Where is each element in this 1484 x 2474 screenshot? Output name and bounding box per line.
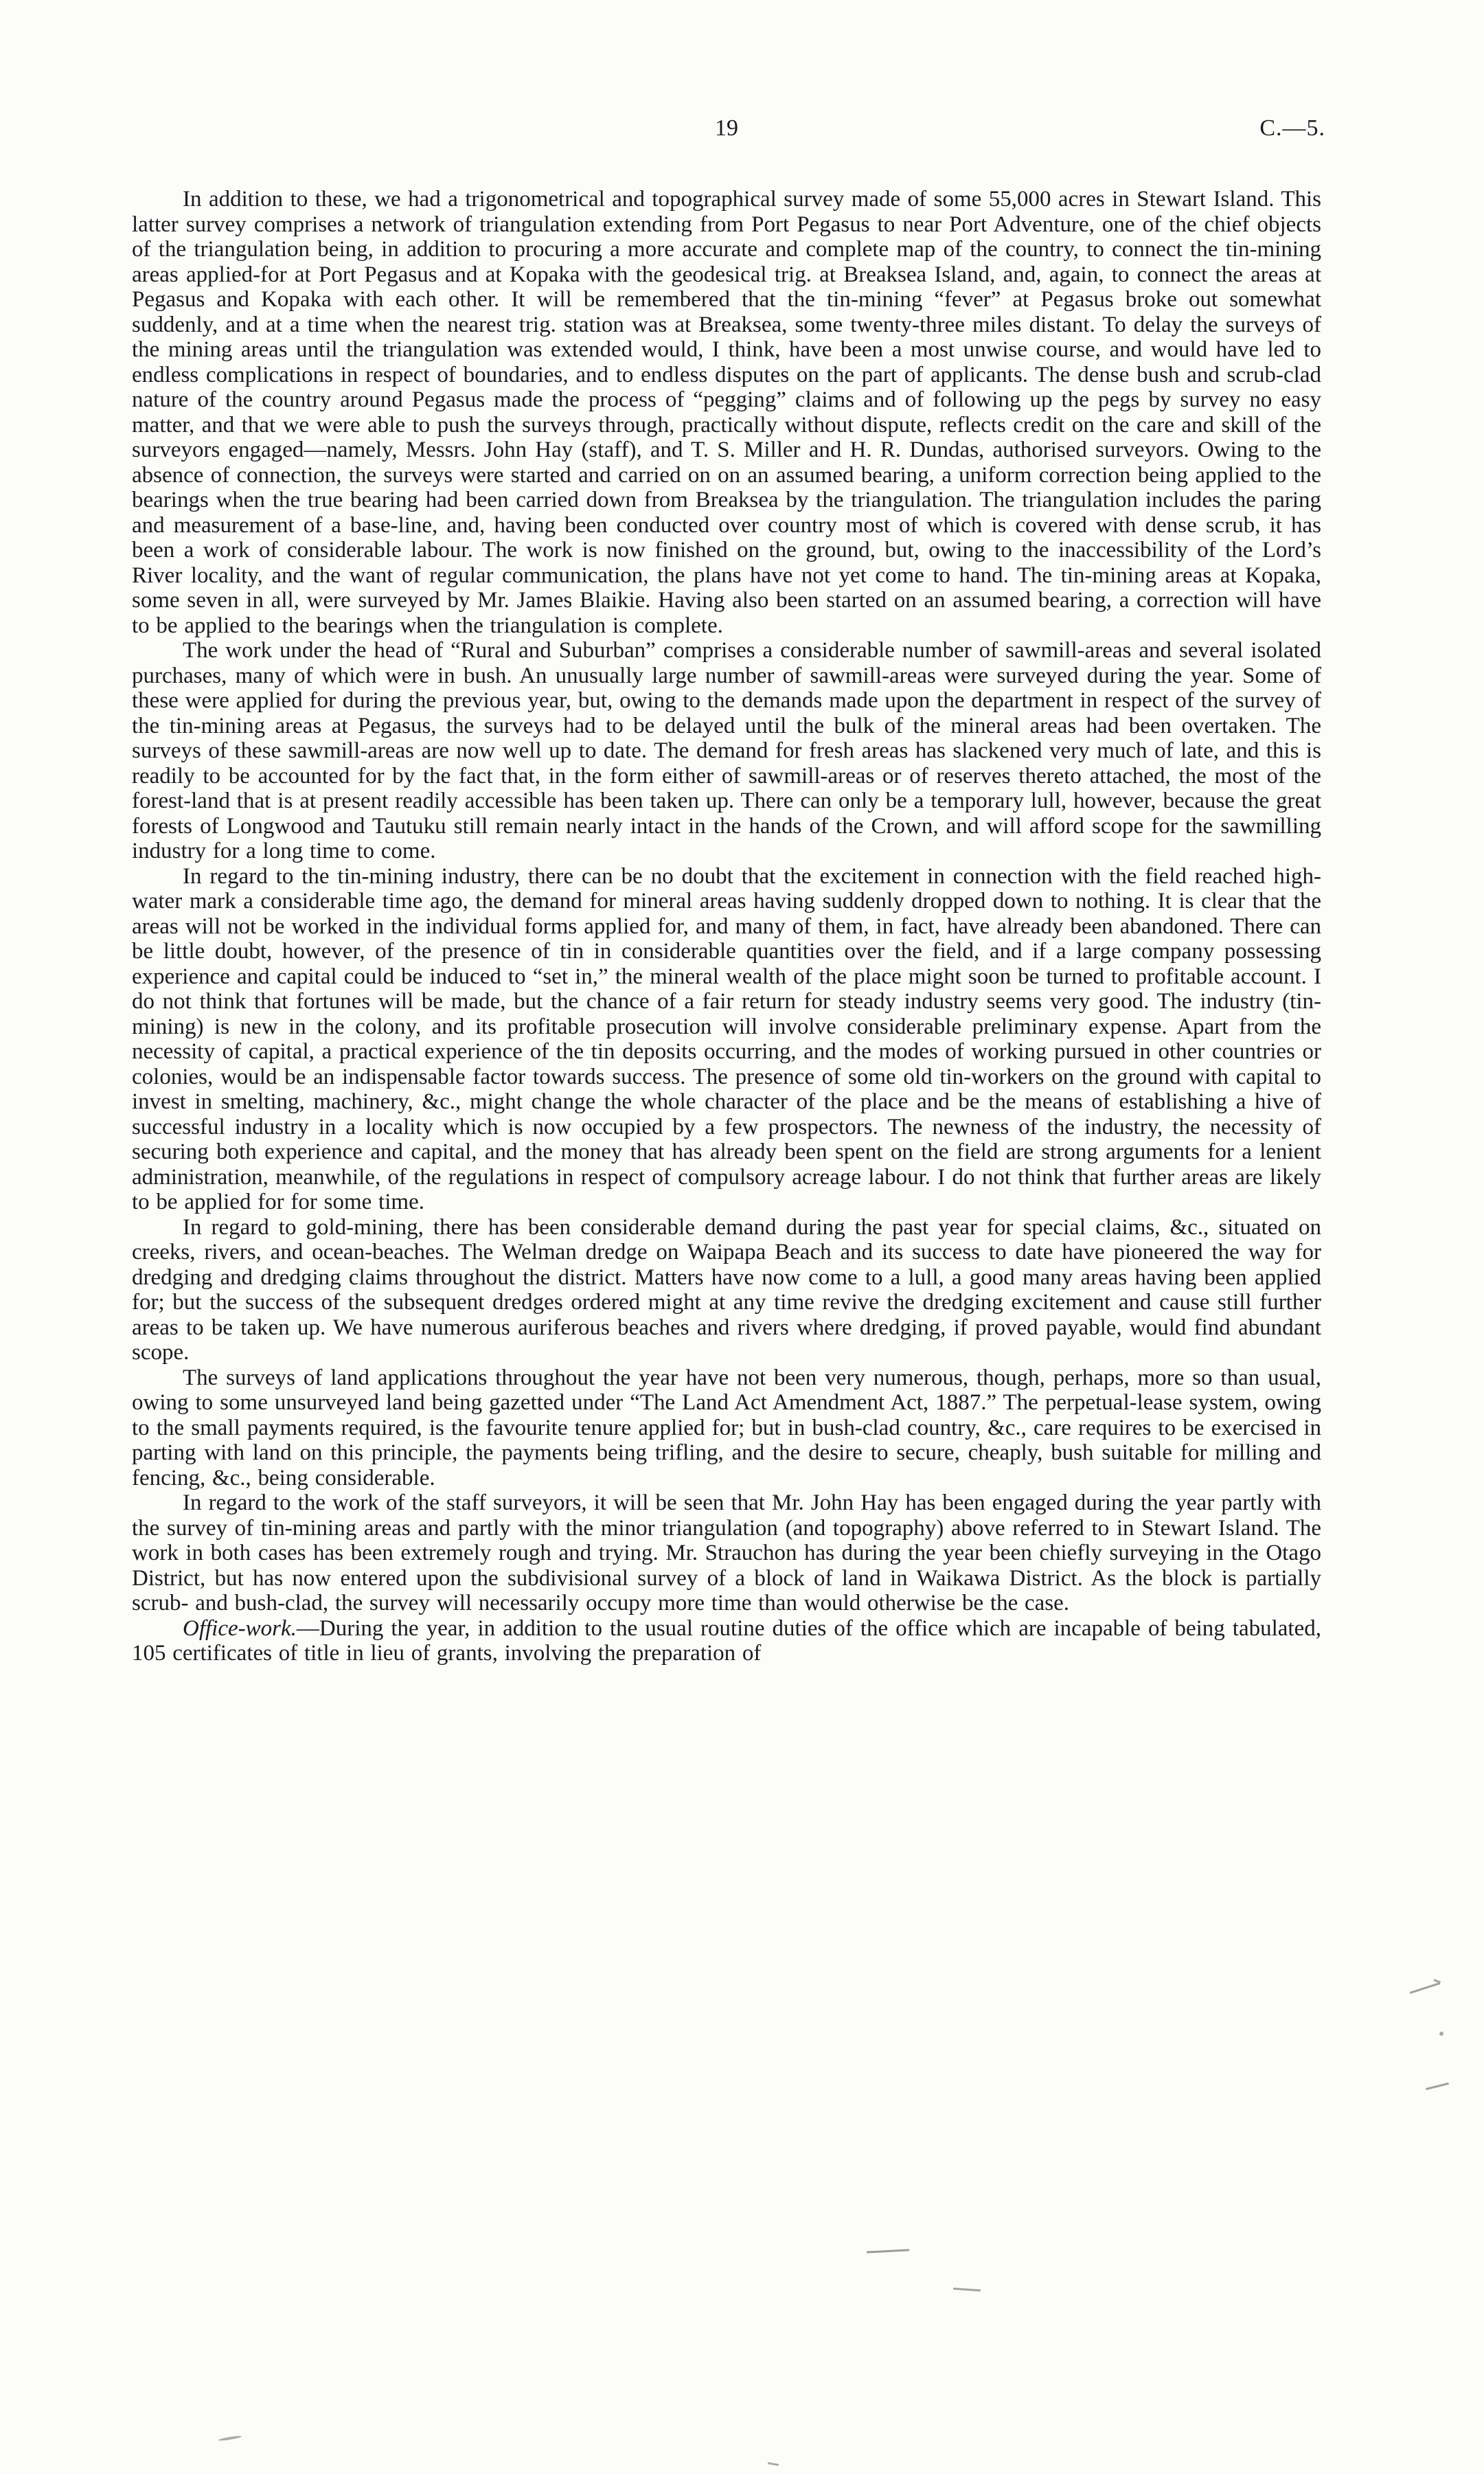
document-reference: C.—5. — [1259, 115, 1325, 141]
pencil-mark — [867, 2249, 909, 2253]
paragraph-text: —During the year, in addition to the usual routine duties of the office which are incapable of being tabulated, 105 certificates of title in lieu of grants, involving the preparation of — [132, 1615, 1321, 1666]
body-paragraph: In regard to gold-mining, there has been considerable demand during the past year for special claims, &c., situated on creeks, rivers, and ocean-beaches. The Welman dredge on Waipapa Beach and its success to date have pioneered the way for dredging and dredging claims throughout the district. Matters have now come to a lull, a good many areas having been applied for; but the success of the subsequent dredges ordered might at any time revive the dredging excitement and cause still further areas to be taken up. We have numerous auriferous beaches and rivers where dredging, if proved payable, would find abundant scope. — [132, 1214, 1321, 1365]
body-paragraph: In regard to the work of the staff surveyors, it will be seen that Mr. John Hay has been engaged during the year partly with the survey of tin-mining areas and partly with the minor triangulation (and topography) above referred to in Stewart Island. The work in both cases has been extremely rough and trying. Mr. Strauchon has during the year been chiefly surveying in the Otago District, but has now entered upon the subdivisional survey of a block of land in Waikawa District. As the block is partially scrub- and bush-clad, the survey will necessarily occupy more time than would otherwise be the case. — [132, 1490, 1321, 1615]
pencil-mark — [1439, 2032, 1443, 2036]
body-paragraph — [132, 1616, 1321, 1666]
paragraph-lead-italic: Office-work. — [183, 1615, 297, 1641]
body-paragraph: In addition to these, we had a trigonometrical and topographical survey made of some 55,000 acres in Stewart Island. This latter survey comprises a network of triangulation extending from Port Pegasus to near Port Adventure, one of the chief objects of the triangulation being, in addition to procuring a more accurate and complete map of the country, to connect the tin-mining areas applied-for at Port Pegasus and at Kopaka with the geodesical trig. at Breaksea Island, and, again, to connect the areas at Pegasus and Kopaka with each other. It will be remembered that the tin-mining “fever” at Pegasus broke out somewhat suddenly, and at a time when the nearest trig. station was at Breaksea, some twenty-three miles distant. To delay the surveys of the mining areas until the triangulation was extended would, I think, have been a most unwise course, and would have led to endless complications in respect of boundaries, and to endless disputes on the part of applicants. The dense bush and scrub-clad nature of the country around Pegasus made the process of “pegging” claims and of following up the pegs by survey no easy matter, and that we were able to push the surveys through, practically without dispute, reflects credit on the care and skill of the surveyors engaged—namely, Messrs. John Hay (staff), and T. S. Miller and H. R. Dundas, authorised surveyors. Owing to the absence of connection, the surveys were started and carried on on an assumed bearing, a uniform correction being applied to the bearings when the true bearing had been carried down from Breaksea by the triangulation. The triangulation includes the paring and measurement of a base-line, and, having been conducted over country most of which is covered with dense scrub, it has been a work of considerable labour. The work is now finished on the ground, but, owing to the inaccessibility of the Lord’s River locality, and the want of regular communication, the plans have not yet come to hand. The tin-mining areas at Kopaka, some seven in all, were surveyed by Mr. James Blaikie. Having also been started on an assumed bearing, a correction will have to be applied to the bearings when the triangulation is complete. — [132, 187, 1321, 638]
pencil-mark — [1426, 2083, 1449, 2090]
pencil-mark — [218, 2436, 242, 2442]
body-paragraph: The surveys of land applications throughout the year have not been very numerous, though, perhaps, more so than usual, owing to some unsurveyed land being gazetted under “The Land Act Amendment Act, 1887.” The perpetual-lease system, owing to the small payments required, is the favourite tenure applied for; but in bush-clad country, &c., care requires to be exercised in parting with land on this principle, the payments being trifling, and the desire to secure, cheaply, bush suitable for milling and fencing, &c., being considerable. — [132, 1365, 1321, 1490]
pencil-mark — [768, 2462, 779, 2466]
body-paragraph: The work under the head of “Rural and Suburban” comprises a considerable number of sawmill-areas and several isolated purchases, many of which were in bush. An unusually large number of sawmill-areas were surveyed during the year. Some of these were applied for during the previous year, but, owing to the demands made upon the department in respect of the survey of the tin-mining areas at Pegasus, the surveys had to be delayed until the bulk of the mineral areas had been overtaken. The surveys of these sawmill-areas are now well up to date. The demand for fresh areas has slackened very much of late, and this is readily to be accounted for by the fact that, in the form either of sawmill-areas or of reserves thereto attached, the most of the forest-land that is at present readily accessible has been taken up. There can only be a temporary lull, however, because the great forests of Longwood and Tautuku still remain nearly intact in the hands of the Crown, and will afford scope for the sawmilling industry for a long time to come. — [132, 638, 1321, 863]
pencil-mark — [953, 2288, 981, 2292]
page-number: 19 — [715, 115, 738, 141]
pencil-mark — [1410, 1982, 1441, 1994]
page-header — [132, 115, 1325, 147]
page-body — [132, 187, 1321, 1666]
body-paragraph: In regard to the tin-mining industry, there can be no doubt that the excitement in connection with the field reached high-water mark a considerable time ago, the demand for mineral areas having suddenly dropped down to nothing. It is clear that the areas will not be worked in the individual forms applied for, and many of them, in fact, have already been abandoned. There can be little doubt, however, of the presence of tin in considerable quantities over the field, and if a large company possessing experience and capital could be induced to “set in,” the mineral wealth of the place might soon be turned to profitable account. I do not think that fortunes will be made, but the chance of a fair return for steady industry seems very good. The industry (tin-mining) is new in the colony, and its profitable prosecution will involve considerable preliminary expense. Apart from the necessity of capital, a practical experience of the tin deposits occurring, and the modes of working pursued in other countries or colonies, would be an indispensable factor towards success. The presence of some old tin-workers on the ground with capital to invest in smelting, machinery, &c., might change the whole character of the place and be the means of establishing a hive of successful industry in a locality which is now occupied by a few prospectors. The newness of the industry, the necessity of securing both experience and capital, and the money that has already been spent on the field are strong arguments for a lenient administration, meanwhile, of the regulations in respect of compulsory acreage labour. I do not think that further areas are likely to be applied for for some time. — [132, 863, 1321, 1214]
page-content — [132, 115, 1325, 1666]
